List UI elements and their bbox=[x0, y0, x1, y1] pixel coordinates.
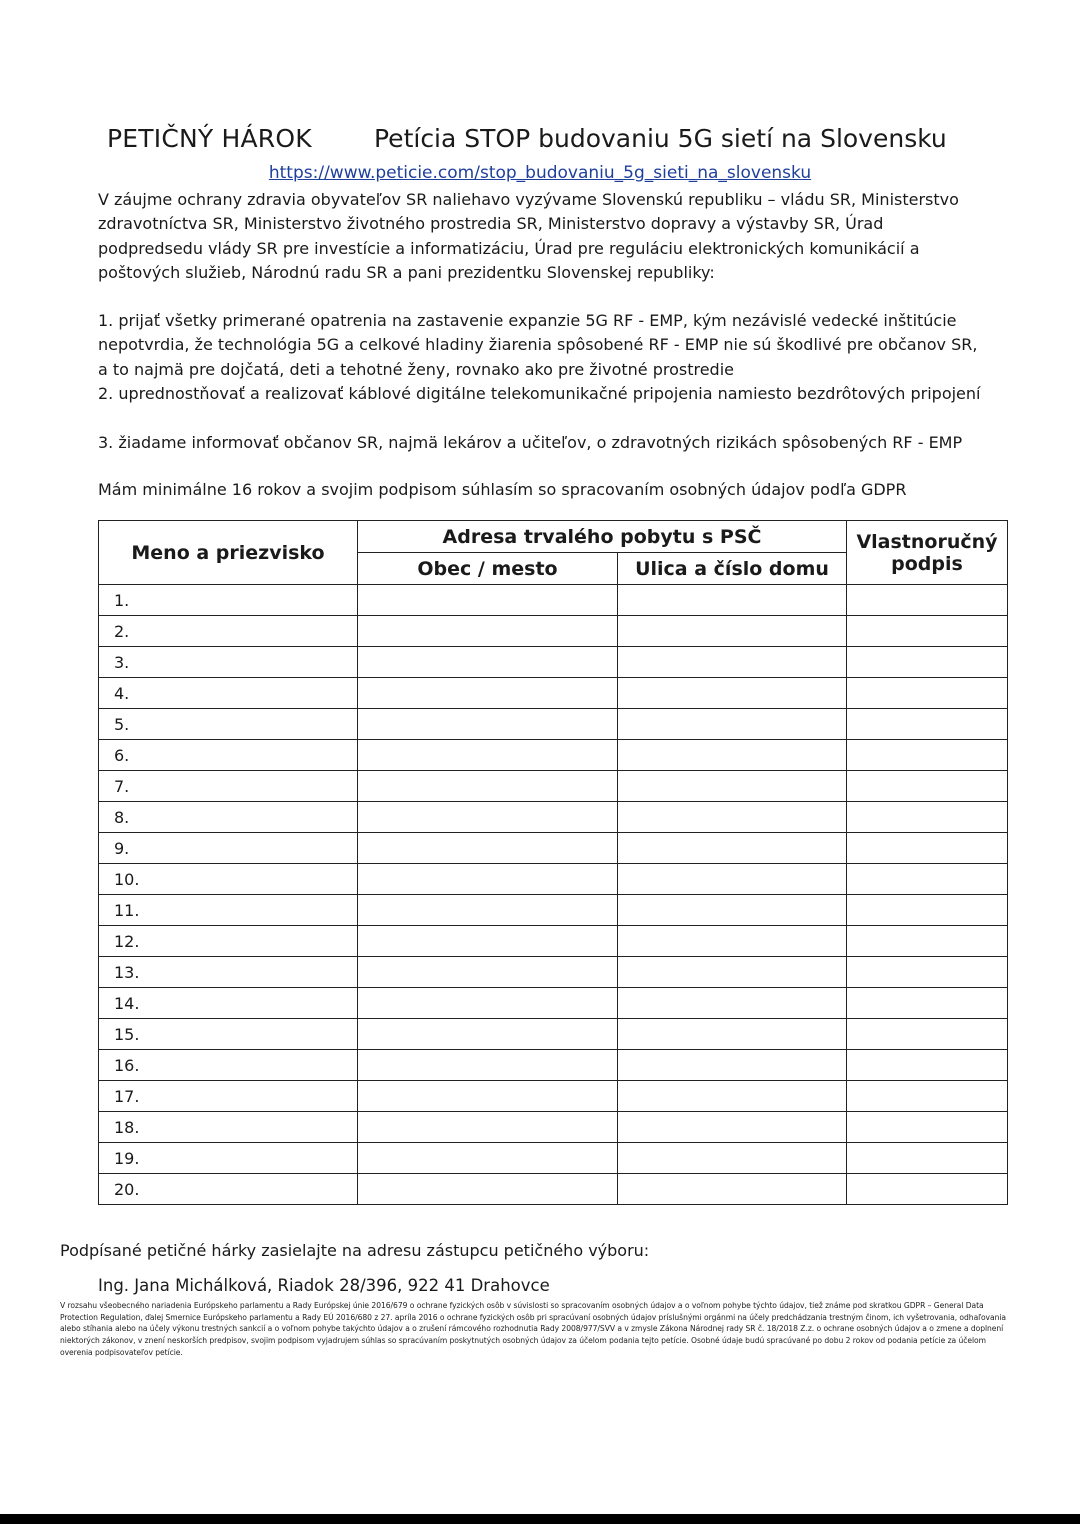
row-number: 7. bbox=[99, 771, 358, 802]
header-city: Obec / mesto bbox=[358, 553, 618, 585]
signature-cell[interactable] bbox=[847, 1174, 1008, 1205]
row-number: 2. bbox=[99, 616, 358, 647]
street-cell[interactable] bbox=[618, 678, 847, 709]
signature-cell[interactable] bbox=[847, 1050, 1008, 1081]
row-number: 6. bbox=[99, 740, 358, 771]
city-cell[interactable] bbox=[358, 802, 618, 833]
table-row bbox=[99, 740, 1008, 771]
signature-cell[interactable] bbox=[847, 895, 1008, 926]
street-cell[interactable] bbox=[618, 988, 847, 1019]
row-number: 8. bbox=[99, 802, 358, 833]
row-number: 18. bbox=[99, 1112, 358, 1143]
city-cell[interactable] bbox=[358, 616, 618, 647]
row-number: 10. bbox=[99, 864, 358, 895]
signature-table bbox=[98, 520, 1008, 1205]
city-cell[interactable] bbox=[358, 957, 618, 988]
row-number: 5. bbox=[99, 709, 358, 740]
city-cell[interactable] bbox=[358, 1174, 618, 1205]
bottom-bar bbox=[0, 1514, 1080, 1524]
mailing-instructions: Podpísané petičné hárky zasielajte na adresu zástupcu petičného výboru: bbox=[60, 1241, 650, 1260]
header-street: Ulica a číslo domu bbox=[618, 553, 847, 585]
table-row bbox=[99, 957, 1008, 988]
intro-paragraph: V záujme ochrany zdravia obyvateľov SR naliehavo vyzývame Slovenskú republiku – vládu SR, Ministerstvo zdravotníctva SR, Ministerstvo životného prostredia SR, Ministerstvo dopravy a výstavby SR, Úrad podpredsedu vlády SR pre investície a informatizáciu, Úrad pre reguláciu elektronických komunikácií a poštových služieb, Národnú radu SR a pani prezidentku Slovenskej republiky: bbox=[98, 190, 959, 282]
signature-cell[interactable] bbox=[847, 833, 1008, 864]
table-row bbox=[99, 1050, 1008, 1081]
street-cell[interactable] bbox=[618, 864, 847, 895]
street-cell[interactable] bbox=[618, 1081, 847, 1112]
city-cell[interactable] bbox=[358, 678, 618, 709]
street-cell[interactable] bbox=[618, 926, 847, 957]
street-cell[interactable] bbox=[618, 585, 847, 616]
street-cell[interactable] bbox=[618, 616, 847, 647]
city-cell[interactable] bbox=[358, 1112, 618, 1143]
row-number: 1. bbox=[99, 585, 358, 616]
committee-address: Ing. Jana Michálková, Riadok 28/396, 922 41 Drahovce bbox=[98, 1276, 550, 1295]
table-row bbox=[99, 895, 1008, 926]
street-cell[interactable] bbox=[618, 1112, 847, 1143]
signature-cell[interactable] bbox=[847, 585, 1008, 616]
street-cell[interactable] bbox=[618, 771, 847, 802]
signature-cell[interactable] bbox=[847, 1019, 1008, 1050]
signature-cell[interactable] bbox=[847, 802, 1008, 833]
row-number: 19. bbox=[99, 1143, 358, 1174]
city-cell[interactable] bbox=[358, 895, 618, 926]
signature-cell[interactable] bbox=[847, 1112, 1008, 1143]
street-cell[interactable] bbox=[618, 1019, 847, 1050]
city-cell[interactable] bbox=[358, 709, 618, 740]
table-row bbox=[99, 988, 1008, 1019]
consent-statement: Mám minimálne 16 rokov a svojim podpisom súhlasím so spracovaním osobných údajov podľa GDPR bbox=[98, 480, 907, 499]
row-number: 3. bbox=[99, 647, 358, 678]
city-cell[interactable] bbox=[358, 1081, 618, 1112]
signature-cell[interactable] bbox=[847, 647, 1008, 678]
row-number: 4. bbox=[99, 678, 358, 709]
street-cell[interactable] bbox=[618, 1174, 847, 1205]
street-cell[interactable] bbox=[618, 1050, 847, 1081]
header-signature-line2: podpis bbox=[891, 552, 963, 575]
city-cell[interactable] bbox=[358, 771, 618, 802]
row-number: 14. bbox=[99, 988, 358, 1019]
row-number: 13. bbox=[99, 957, 358, 988]
signature-cell[interactable] bbox=[847, 957, 1008, 988]
street-cell[interactable] bbox=[618, 802, 847, 833]
row-number: 17. bbox=[99, 1081, 358, 1112]
city-cell[interactable] bbox=[358, 585, 618, 616]
city-cell[interactable] bbox=[358, 864, 618, 895]
demand-point-3: 3. žiadame informovať občanov SR, najmä lekárov a učiteľov, o zdravotných rizikách spôsobených RF - EMP bbox=[98, 433, 963, 452]
table-row bbox=[99, 771, 1008, 802]
table-row bbox=[99, 709, 1008, 740]
row-number: 20. bbox=[99, 1174, 358, 1205]
table-row bbox=[99, 1112, 1008, 1143]
city-cell[interactable] bbox=[358, 740, 618, 771]
city-cell[interactable] bbox=[358, 1019, 618, 1050]
table-row bbox=[99, 1174, 1008, 1205]
table-row bbox=[99, 864, 1008, 895]
header-signature bbox=[847, 521, 1008, 585]
signature-cell[interactable] bbox=[847, 616, 1008, 647]
signature-cell[interactable] bbox=[847, 864, 1008, 895]
street-cell[interactable] bbox=[618, 647, 847, 678]
document-title: PETIČNÝ HÁROK bbox=[107, 124, 312, 153]
table-row bbox=[99, 616, 1008, 647]
table-row bbox=[99, 647, 1008, 678]
street-cell[interactable] bbox=[618, 709, 847, 740]
table-row bbox=[99, 802, 1008, 833]
table-row bbox=[99, 1081, 1008, 1112]
signature-cell[interactable] bbox=[847, 926, 1008, 957]
gdpr-notice: V rozsahu všeobecného nariadenia Európskeho parlamentu a Rady Európskej únie 2016/679 o ochrane fyzických osôb v súvislosti so spracovaním osobných údajov a o voľnom pohybe týchto údajov, tiež známe pod skratkou GDPR – General Data Protection Regulation, ďalej Smernice Európskeho parlamentu a Rady EÚ 2016/680 z 27. apríla 2016 o ochrane fyzických osôb pri spracúvaní osobných údajov príslušnými orgánmi na účely predchádzania trestným činom, ich vyšetrovania, odhaľovania alebo stíhania alebo na účely výkonu trestných sankcií a o voľnom pohybe takýchto údajov a o zrušení rámcového rozhodnutia Rady 2008/977/SVV a v zmysle Zákona Národnej rady SR č. 18/2018 Z.z. o ochrane osobných údajov a o zmene a doplnení niektorých zákonov, v znení neskorších predpisov, svojim podpisom vyjadrujem súhlas so spracúvaním poskytnutých osobných údajov za účelom podania tejto petície. Osobné údaje budú spracúvané po dobu 2 rokov od podania petície za účelom overenia podpisovateľov petície. bbox=[60, 1301, 1007, 1357]
city-cell[interactable] bbox=[358, 1050, 618, 1081]
petition-title: Petícia STOP budovaniu 5G sietí na Slovensku bbox=[374, 124, 947, 153]
signature-cell[interactable] bbox=[847, 1081, 1008, 1112]
city-cell[interactable] bbox=[358, 833, 618, 864]
petition-link[interactable]: https://www.peticie.com/stop_budovaniu_5g_sieti_na_slovensku bbox=[268, 163, 812, 183]
row-number: 11. bbox=[99, 895, 358, 926]
signature-cell[interactable] bbox=[847, 988, 1008, 1019]
street-cell[interactable] bbox=[618, 895, 847, 926]
street-cell[interactable] bbox=[618, 833, 847, 864]
header-address: Adresa trvalého pobytu s PSČ bbox=[358, 521, 847, 553]
row-number: 12. bbox=[99, 926, 358, 957]
signature-cell[interactable] bbox=[847, 678, 1008, 709]
city-cell[interactable] bbox=[358, 647, 618, 678]
table-row bbox=[99, 1143, 1008, 1174]
city-cell[interactable] bbox=[358, 1143, 618, 1174]
row-number: 15. bbox=[99, 1019, 358, 1050]
street-cell[interactable] bbox=[618, 957, 847, 988]
city-cell[interactable] bbox=[358, 988, 618, 1019]
title-row bbox=[0, 124, 1080, 158]
signature-cell[interactable] bbox=[847, 1143, 1008, 1174]
street-cell[interactable] bbox=[618, 1143, 847, 1174]
demand-point-2: 2. uprednostňovať a realizovať káblové digitálne telekomunikačné pripojenia namiesto bezdrôtových pripojení bbox=[98, 384, 981, 403]
row-number: 16. bbox=[99, 1050, 358, 1081]
table-row bbox=[99, 585, 1008, 616]
table-row bbox=[99, 833, 1008, 864]
header-signature-line1: Vlastnoručný bbox=[856, 530, 998, 553]
signature-cell[interactable] bbox=[847, 771, 1008, 802]
table-row bbox=[99, 1019, 1008, 1050]
table-row bbox=[99, 926, 1008, 957]
row-number: 9. bbox=[99, 833, 358, 864]
signature-cell[interactable] bbox=[847, 709, 1008, 740]
header-name: Meno a priezvisko bbox=[99, 521, 358, 585]
signature-cell[interactable] bbox=[847, 740, 1008, 771]
table-row bbox=[99, 678, 1008, 709]
demand-point-1: 1. prijať všetky primerané opatrenia na zastavenie expanzie 5G RF - EMP, kým nezávislé vedecké inštitúcie nepotvrdia, že technológia 5G a celkové hladiny žiarenia spôsobené RF - EMP nie sú škodlivé pre občanov SR, a to najmä pre dojčatá, deti a tehotné ženy, rovnako ako pre životné prostredie bbox=[98, 311, 978, 379]
street-cell[interactable] bbox=[618, 740, 847, 771]
city-cell[interactable] bbox=[358, 926, 618, 957]
